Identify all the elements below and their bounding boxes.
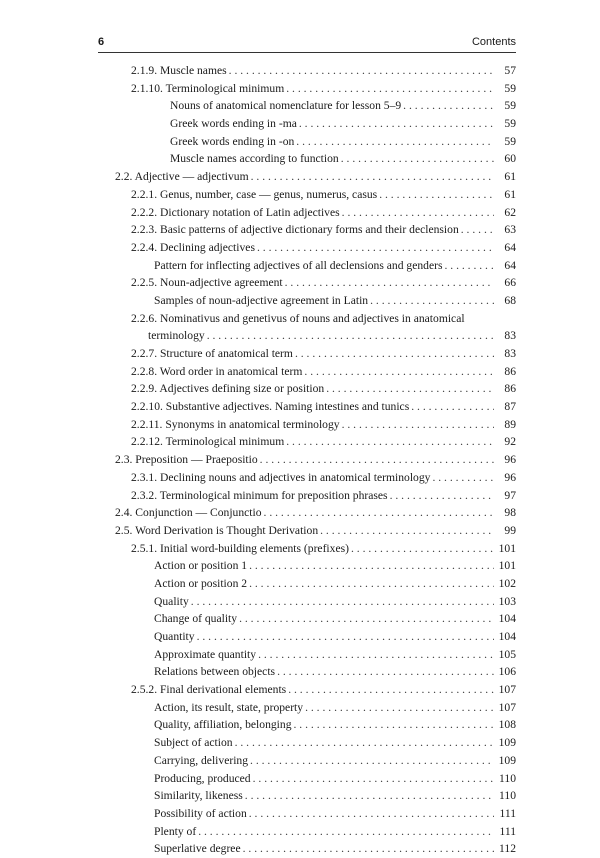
toc-page-number: 62 (504, 205, 516, 219)
dot-leader (260, 451, 494, 469)
dot-leader (305, 699, 494, 717)
toc-entry[interactable] (98, 716, 516, 734)
toc-entry-title: Nouns of anatomical nomenclature for lesson 5–9 (170, 97, 403, 115)
toc-page-number: 110 (499, 789, 516, 803)
toc-entry[interactable] (98, 292, 516, 310)
dot-leader (253, 770, 494, 788)
dot-leader (286, 433, 494, 451)
toc-page-number: 59 (504, 81, 516, 95)
toc-entry[interactable] (98, 398, 516, 416)
toc-entry[interactable] (98, 487, 516, 505)
dot-leader (197, 628, 494, 646)
toc-entry[interactable] (98, 787, 516, 805)
toc-entry-title: Approximate quantity (154, 646, 258, 664)
toc-entry-title: 2.2.12. Terminological minimum (131, 433, 286, 451)
toc-entry[interactable] (98, 752, 516, 770)
dot-leader (251, 168, 494, 186)
dot-leader (295, 345, 494, 363)
toc-page-number: 105 (498, 647, 516, 661)
toc-entry-title: Action, its result, state, property (154, 699, 305, 717)
toc-entry[interactable] (98, 663, 516, 681)
toc-page-number: 103 (498, 594, 516, 608)
toc-page-number: 61 (504, 187, 516, 201)
toc-entry-title: 2.2.2. Dictionary notation of Latin adjectives (131, 204, 342, 222)
toc-page-number: 59 (504, 134, 516, 148)
toc-entry[interactable] (98, 823, 516, 841)
toc-entry-title: Similarity, likeness (154, 787, 245, 805)
toc-entry-title-continued: terminology (148, 327, 207, 345)
dot-leader (257, 239, 494, 257)
toc-entry[interactable] (98, 433, 516, 451)
toc-page-number: 104 (498, 630, 516, 644)
dot-leader (326, 380, 494, 398)
dot-leader (249, 805, 494, 823)
toc-page-number: 59 (504, 99, 516, 113)
dot-leader (249, 575, 494, 593)
dot-leader (296, 133, 494, 151)
toc-entry[interactable] (98, 133, 516, 151)
toc-entry[interactable] (98, 115, 516, 133)
toc-entry-title: 2.3.1. Declining nouns and adjectives in anatomical terminology (131, 469, 432, 487)
toc-entry[interactable] (98, 610, 516, 628)
toc-page-number: 104 (498, 612, 516, 626)
toc-entry[interactable] (98, 416, 516, 434)
toc-page-number: 92 (504, 435, 516, 449)
dot-leader (461, 221, 494, 239)
toc-entry-title: Greek words ending in -ma (170, 115, 299, 133)
dot-leader (299, 115, 494, 133)
dot-leader (379, 186, 494, 204)
toc-entry[interactable] (98, 80, 516, 98)
dot-leader (207, 327, 494, 345)
dot-leader (411, 398, 494, 416)
toc-entry[interactable] (98, 62, 516, 80)
toc-page-number: 96 (504, 470, 516, 484)
toc-entry-title: Quality, affiliation, belonging (154, 716, 294, 734)
dot-leader (444, 257, 494, 275)
dot-leader (243, 840, 494, 858)
dot-leader (191, 593, 494, 611)
toc-entry-title: 2.5.1. Initial word-building elements (prefixes) (131, 540, 351, 558)
toc-entry-title: 2.2.7. Structure of anatomical term (131, 345, 295, 363)
toc-entry[interactable] (98, 257, 516, 275)
toc-page-number: 61 (504, 170, 516, 184)
toc-entry-title: Pattern for inflecting adjectives of all declensions and genders (154, 257, 444, 275)
toc-entry[interactable] (98, 699, 516, 717)
toc-page-number: 59 (504, 117, 516, 131)
toc-entry-title: Producing, produced (154, 770, 253, 788)
toc-entry-title: Subject of action (154, 734, 235, 752)
toc-page-number: 60 (504, 152, 516, 166)
dot-leader (245, 787, 494, 805)
dot-leader (370, 292, 494, 310)
toc-entry[interactable] (98, 380, 516, 398)
toc-page-number: 64 (504, 258, 516, 272)
toc-entry-title: Action or position 1 (154, 557, 249, 575)
toc-page-number: 63 (504, 223, 516, 237)
dot-leader (250, 752, 494, 770)
toc-entry[interactable] (98, 469, 516, 487)
toc-page-number: 111 (499, 824, 516, 838)
toc-entry-title: Muscle names according to function (170, 150, 341, 168)
dot-leader (235, 734, 494, 752)
toc-entry-title: 2.2.6. Nominativus and genetivus of nouns and adjectives in anatomical (131, 311, 465, 325)
toc-entry[interactable] (98, 168, 516, 186)
toc-entry[interactable] (98, 204, 516, 222)
toc-page-number: 101 (498, 559, 516, 573)
toc-page-number: 66 (504, 276, 516, 290)
toc-page-number: 108 (498, 718, 516, 732)
dot-leader (432, 469, 494, 487)
toc-entry-title: Plenty of (154, 823, 198, 841)
toc-page-number: 109 (498, 736, 516, 750)
toc-page-number: 112 (499, 842, 516, 856)
toc-entry-title: Action or position 2 (154, 575, 249, 593)
toc-page-number: 83 (504, 329, 516, 343)
toc-entry[interactable] (98, 646, 516, 664)
dot-leader (320, 522, 494, 540)
toc-page-number: 83 (504, 347, 516, 361)
toc-entry[interactable] (98, 734, 516, 752)
toc-entry-title: 2.3.2. Terminological minimum for preposition phrases (131, 487, 390, 505)
toc-entry[interactable] (98, 186, 516, 204)
dot-leader (258, 646, 494, 664)
toc-entry-title: 2.1.9. Muscle names (131, 62, 229, 80)
dot-leader (229, 62, 494, 80)
header-rule (98, 52, 516, 53)
toc-entry-title: Possibility of action (154, 805, 249, 823)
toc-entry[interactable] (98, 681, 516, 699)
dot-leader (403, 97, 494, 115)
dot-leader (285, 274, 494, 292)
toc-page-number: 97 (504, 488, 516, 502)
toc-page-number: 99 (504, 523, 516, 537)
toc-entry[interactable] (98, 840, 516, 858)
toc-page-number: 106 (498, 665, 516, 679)
toc-page-number: 64 (504, 240, 516, 254)
dot-leader (342, 416, 494, 434)
dot-leader (286, 80, 494, 98)
toc-page-number: 109 (498, 753, 516, 767)
toc-page-number: 102 (498, 576, 516, 590)
dot-leader (249, 557, 494, 575)
toc-page-number: 87 (504, 400, 516, 414)
toc-entry[interactable] (98, 451, 516, 469)
page-number: 6 (98, 36, 105, 48)
toc-entry[interactable] (98, 345, 516, 363)
dot-leader (351, 540, 494, 558)
toc-page-number: 107 (498, 683, 516, 697)
dot-leader (341, 150, 494, 168)
toc-entry-title: Carrying, delivering (154, 752, 250, 770)
toc-entry-title: Greek words ending in -on (170, 133, 296, 151)
toc-page-number: 107 (498, 700, 516, 714)
dot-leader (342, 204, 494, 222)
toc-entry[interactable] (98, 504, 516, 522)
dot-leader (277, 663, 494, 681)
dot-leader (294, 716, 495, 734)
toc-entry[interactable] (98, 221, 516, 239)
toc-entry[interactable] (98, 557, 516, 575)
toc-entry-title: Change of quality (154, 610, 239, 628)
toc-page-number: 89 (504, 417, 516, 431)
toc-entry-title: 2.5.2. Final derivational elements (131, 681, 288, 699)
toc-entry[interactable] (98, 770, 516, 788)
toc-page-number: 101 (498, 541, 516, 555)
toc-page-number: 57 (504, 64, 516, 77)
toc-entry-title: 2.2.4. Declining adjectives (131, 239, 257, 257)
toc-page-number: 86 (504, 382, 516, 396)
dot-leader (304, 363, 494, 381)
dot-leader (264, 504, 494, 522)
toc-entry[interactable] (98, 310, 516, 345)
toc-entry[interactable] (98, 97, 516, 115)
dot-leader (198, 823, 494, 841)
toc-entry-title: 2.1.10. Terminological minimum (131, 80, 286, 98)
toc-entry[interactable] (98, 150, 516, 168)
toc-entry-title: 2.2. Adjective — adjectivum (115, 168, 251, 186)
toc-page-number: 111 (499, 806, 516, 820)
toc-entry-title: Quantity (154, 628, 197, 646)
toc-entry[interactable] (98, 575, 516, 593)
toc-entry-title: Superlative degree (154, 840, 243, 858)
toc-entry-title: 2.2.3. Basic patterns of adjective dictionary forms and their declension (131, 221, 461, 239)
toc-page-number: 68 (504, 293, 516, 307)
toc-entry-title: Quality (154, 593, 191, 611)
running-title: Contents (471, 36, 516, 48)
toc-entry[interactable] (98, 540, 516, 558)
toc-entry-title: 2.4. Conjunction — Conjunctio (115, 504, 264, 522)
toc-entry[interactable] (98, 274, 516, 292)
toc-entry-title: Relations between objects (154, 663, 277, 681)
toc-entry[interactable] (98, 628, 516, 646)
toc-entry[interactable] (98, 805, 516, 823)
toc-entry-title: 2.2.8. Word order in anatomical term (131, 363, 304, 381)
toc-entry-title: 2.2.11. Synonyms in anatomical terminology (131, 416, 342, 434)
dot-leader (288, 681, 494, 699)
toc-entry-title: 2.2.5. Noun-adjective agreement (131, 274, 285, 292)
dot-leader (239, 610, 494, 628)
toc-entry[interactable] (98, 522, 516, 540)
toc-page-number: 98 (504, 506, 516, 520)
toc-page-number: 86 (504, 364, 516, 378)
toc-entry[interactable] (98, 363, 516, 381)
toc-entry-title: 2.2.9. Adjectives defining size or position (131, 380, 326, 398)
page-header (98, 36, 516, 52)
toc-page-number: 96 (504, 453, 516, 467)
toc-entry-title: 2.2.1. Genus, number, case — genus, numerus, casus (131, 186, 379, 204)
toc-entry-title: Samples of noun-adjective agreement in Latin (154, 292, 370, 310)
toc-page-number: 110 (499, 771, 516, 785)
dot-leader (390, 487, 494, 505)
toc-entry-title: 2.3. Preposition — Praepositio (115, 451, 260, 469)
toc-entry[interactable] (98, 593, 516, 611)
table-of-contents (98, 62, 516, 858)
toc-entry[interactable] (98, 239, 516, 257)
toc-entry-title: 2.2.10. Substantive adjectives. Naming intestines and tunics (131, 398, 411, 416)
toc-entry-title: 2.5. Word Derivation is Thought Derivation (115, 522, 320, 540)
